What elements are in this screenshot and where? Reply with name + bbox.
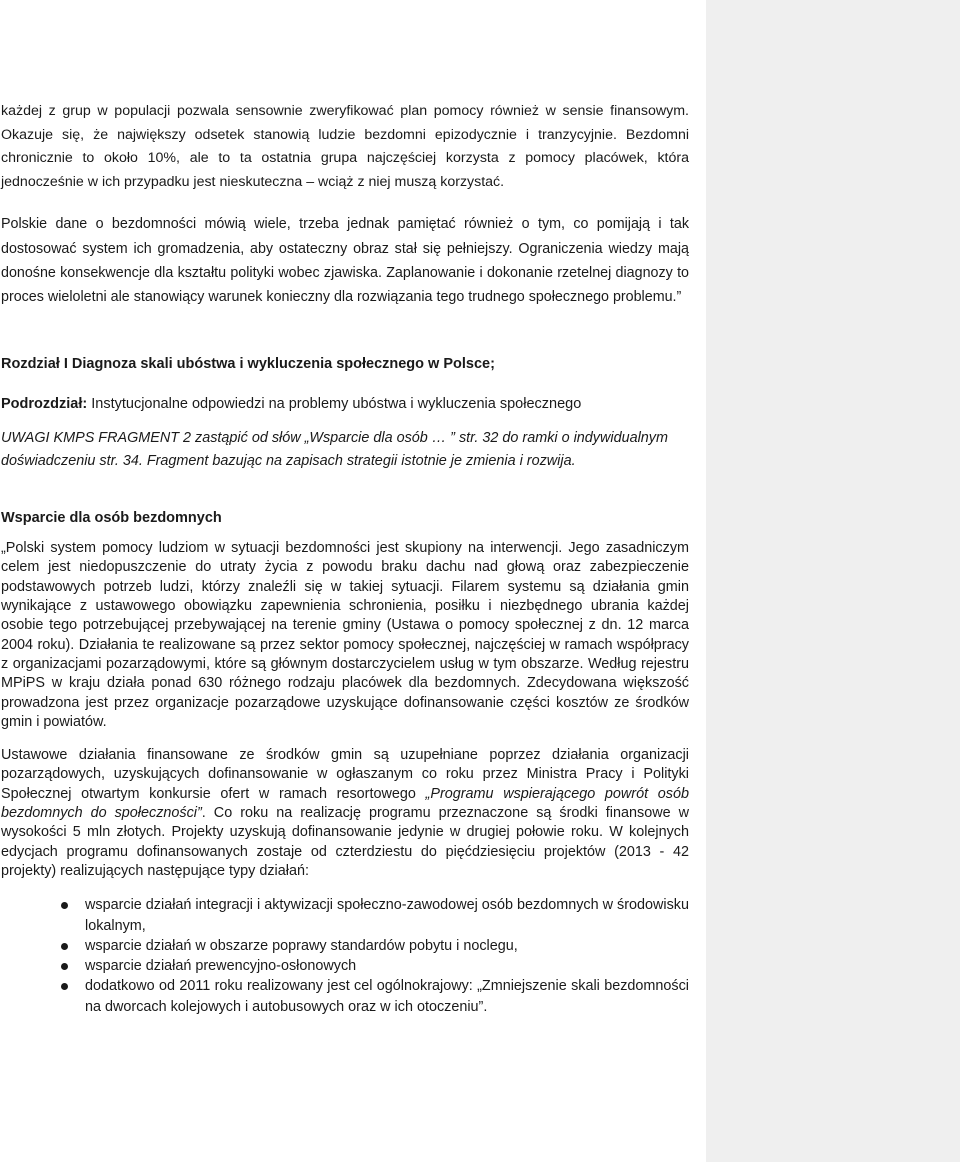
list-item-text: wsparcie działań integracji i aktywizacji społeczno-zawodowej osób bezdomnych w środowisku lokalnym, xyxy=(85,897,689,934)
paragraph-polish-data: Polskie dane o bezdomności mówią wiele, trzeba jednak pamiętać również o tym, co pomijają i tak dostosować system ich gromadzenia, aby ostateczny obraz stał się pełniejszy. Ograniczenia wiedzy mają donośne konsekwencje dla kształtu polityki wobec zjawiska. Zaplanowanie i dokonanie rzetelnej diagnozy to proces wieloletni ale stanowiący warunek konieczny dla rozwiązania tego trudnego społecznego problemu.” xyxy=(1,216,689,305)
paragraph-statutory-part1: Ustawowe działania finansowane ze środków gmin są uzupełniane poprzez działania organizacji pozarządowych, uzyskujących dofinansowanie w ogłaszanym co roku przez Ministra Pracy i Polityki Społecznej otwartym konkursie ofert w ramach resortowego xyxy=(1,747,689,802)
chapter-heading: Rozdział I Diagnoza skali ubóstwa i wykluczenia społecznego w Polsce; xyxy=(1,356,495,373)
subchapter-label: Podrozdział: xyxy=(1,396,88,413)
paragraph-statutory-part2: . Co roku na realizację programu przeznaczone są środki finansowe w wysokości 5 mln złotych. Projekty uzyskują dofinansowanie jedynie w drugiej połowie roku. W kolejnych edycjach programu dofinansowanych zostaje od czterdziestu do pięćdziesięciu projektów (2013 - 42 projekty) realizujących następujące typy działań: xyxy=(1,805,689,879)
paragraph-statutory-actions xyxy=(1,746,689,881)
bullet-icon xyxy=(61,963,68,970)
subchapter-heading xyxy=(1,394,689,414)
list-item-text: wsparcie działań prewencyjno-osłonowych xyxy=(85,958,357,975)
comment-margin-pane xyxy=(706,0,960,1162)
list-item xyxy=(1,936,689,956)
document-body xyxy=(1,100,689,1017)
bullet-icon xyxy=(61,902,68,909)
list-item xyxy=(1,895,689,936)
bullet-icon xyxy=(61,943,68,950)
list-item-text: wsparcie działań w obszarze poprawy standardów pobytu i noclegu, xyxy=(85,937,518,954)
paragraph-support-system: „Polski system pomocy ludziom w sytuacji bezdomności jest skupiony na interwencji. Jego zasadniczym celem jest niedopuszczenie do utraty życia z powodu braku dachu nad głową oraz zabezpieczenie podstawowych potrzeb ludzi, którzy znaleźli się w takiej sytuacji. Filarem systemu są działania gmin wynikające z ustawowego obowiązku zapewnienia schronienia, posiłku i niezbędnego ubrania każdej osobie tego potrzebującej przebywającej na terenie gminy (Ustawa o pomocy społecznej z dn. 12 marca 2004 roku). Działania te realizowane są przez sektor pomocy społecznej, najczęściej w ramach współpracy z organizacjami pozarządowymi, które są głównym dostarczycielem usług w tym obszarze. Według rejestru MPiPS w kraju działa ponad 630 różnego rodzaju placówek dla bezdomnych. Zdecydowana większość prowadzona jest przez organizacje pozarządowe uzyskujące dofinansowanie części kosztów ze środków gmin i powiatów. xyxy=(1,540,689,730)
activity-type-list xyxy=(1,895,689,1017)
editorial-note: UWAGI KMPS FRAGMENT 2 zastąpić od słów „Wsparcie dla osób … ” str. 32 do ramki o indywidualnym doświadczeniu str. 34. Fragment bazując na zapisach strategii istotnie je zmienia i rozwija. xyxy=(1,430,668,470)
section-heading: Wsparcie dla osób bezdomnych xyxy=(1,510,222,527)
paragraph-intro: każdej z grup w populacji pozwala sensownie zweryfikować plan pomocy również w sensie finansowym. Okazuje się, że największy odsetek stanowią ludzie bezdomni epizodycznie i tranzycyjnie. Bezdomni chronicznie to około 10%, ale to ta ostatnia grupa najczęściej korzysta z pomocy placówek, która jednocześnie w ich przypadku jest nieskuteczna – wciąż z niej muszą korzystać. xyxy=(1,103,689,190)
list-item xyxy=(1,956,689,976)
program-title: „Programu wspierającego powrót osób bezdomnych do społeczności” xyxy=(1,785,689,822)
list-item xyxy=(1,976,689,1017)
bullet-icon xyxy=(61,983,68,990)
subchapter-title: Instytucjonalne odpowiedzi na problemy ubóstwa i wykluczenia społecznego xyxy=(87,396,582,413)
list-item-text: dodatkowo od 2011 roku realizowany jest cel ogólnokrajowy: „Zmniejszenie skali bezdomności na dworcach kolejowych i autobusowych oraz w ich otoczeniu”. xyxy=(85,978,689,1015)
